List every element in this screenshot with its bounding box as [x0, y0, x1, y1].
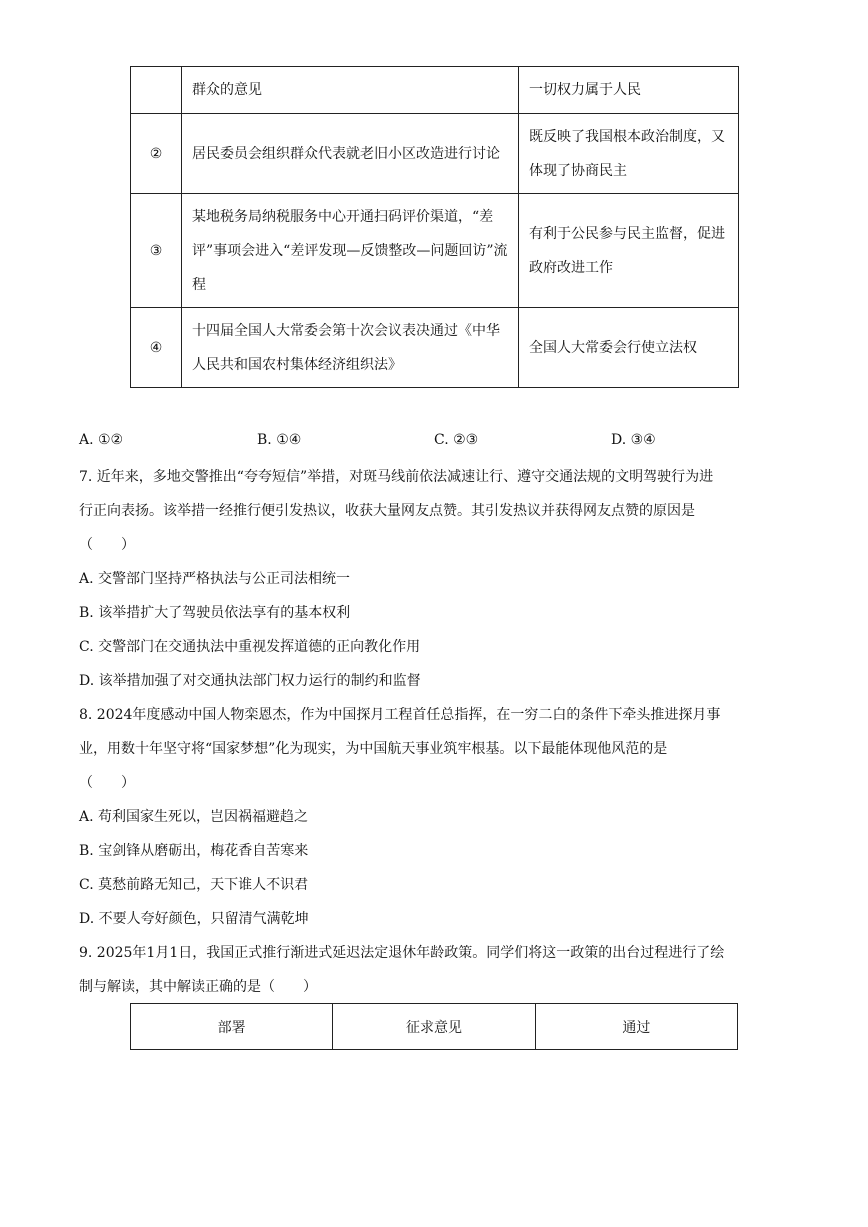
event-cell: 群众的意见 [182, 67, 519, 114]
table-row [131, 308, 739, 388]
q8-option-b: B. 宝剑锋从磨砺出，梅花香自苦寒来 [79, 843, 309, 859]
event-cell: 某地税务局纳税服务中心开通扫码评价渠道，“差评”事项会进入“差评发现—反馈整改—问题回访”流程 [182, 194, 519, 308]
q7-option-a: A. 交警部门坚持严格执法与公正司法相统一 [79, 571, 351, 587]
q6-option-c: C. ②③ [434, 432, 479, 448]
table-row [131, 1004, 738, 1050]
policy-process-table [130, 1003, 738, 1050]
table-row [131, 67, 739, 114]
q7-stem-line2: 行正向表扬。该举措一经推行便引发热议，收获大量网友点赞。其引发热议并获得网友点赞的原因是 [79, 503, 695, 519]
table-row [131, 194, 739, 308]
q6-option-a: A. ①② [79, 432, 124, 448]
row-number: ② [131, 114, 182, 194]
row-number [131, 67, 182, 114]
header-deploy: 部署 [131, 1004, 333, 1050]
event-cell: 十四届全国人大常委会第十次会议表决通过《中华人民共和国农村集体经济组织法》 [182, 308, 519, 388]
q9-stem-line2: 制与解读，其中解读正确的是（ ） [79, 979, 317, 995]
explanation-cell: 一切权力属于人民 [519, 67, 739, 114]
header-pass: 通过 [535, 1004, 737, 1050]
explanation-cell: 既反映了我国根本政治制度，又体现了协商民主 [519, 114, 739, 194]
q7-option-c: C. 交警部门在交通执法中重视发挥道德的正向教化作用 [79, 639, 421, 655]
table-row [131, 114, 739, 194]
q8-answer-paren: （ ） [79, 775, 135, 791]
explanation-cell: 有利于公民参与民主监督，促进政府改进工作 [519, 194, 739, 308]
statement-table [130, 66, 739, 388]
q8-stem-line1: 8. 2024年度感动中国人物栾恩杰，作为中国探月工程首任总指挥，在一穷二白的条件下牵头推进探月事 [79, 707, 721, 723]
row-number: ④ [131, 308, 182, 388]
row-number: ③ [131, 194, 182, 308]
explanation-cell: 全国人大常委会行使立法权 [519, 308, 739, 388]
q7-option-d: D. 该举措加强了对交通执法部门权力运行的制约和监督 [79, 673, 421, 689]
q7-answer-paren: （ ） [79, 537, 135, 553]
q8-option-d: D. 不要人夸好颜色，只留清气满乾坤 [79, 911, 309, 927]
q7-option-b: B. 该举措扩大了驾驶员依法享有的基本权利 [79, 605, 351, 621]
header-consult: 征求意见 [333, 1004, 535, 1050]
q8-option-a: A. 苟利国家生死以，岂因祸福避趋之 [79, 809, 309, 825]
q8-stem-line2: 业，用数十年坚守将“国家梦想”化为现实，为中国航天事业筑牢根基。以下最能体现他风范的是 [79, 741, 668, 757]
event-cell: 居民委员会组织群众代表就老旧小区改造进行讨论 [182, 114, 519, 194]
q6-option-b: B. ①④ [257, 432, 302, 448]
q9-stem-line1: 9. 2025年1月1日，我国正式推行渐进式延迟法定退休年龄政策。同学们将这一政策的出台过程进行了绘 [79, 945, 725, 961]
q6-option-d: D. ③④ [611, 432, 656, 448]
q8-option-c: C. 莫愁前路无知己，天下谁人不识君 [79, 877, 309, 893]
q7-stem-line1: 7. 近年来，多地交警推出“夸夸短信”举措，对斑马线前依法减速让行、遵守交通法规的文明驾驶行为进 [79, 469, 714, 485]
